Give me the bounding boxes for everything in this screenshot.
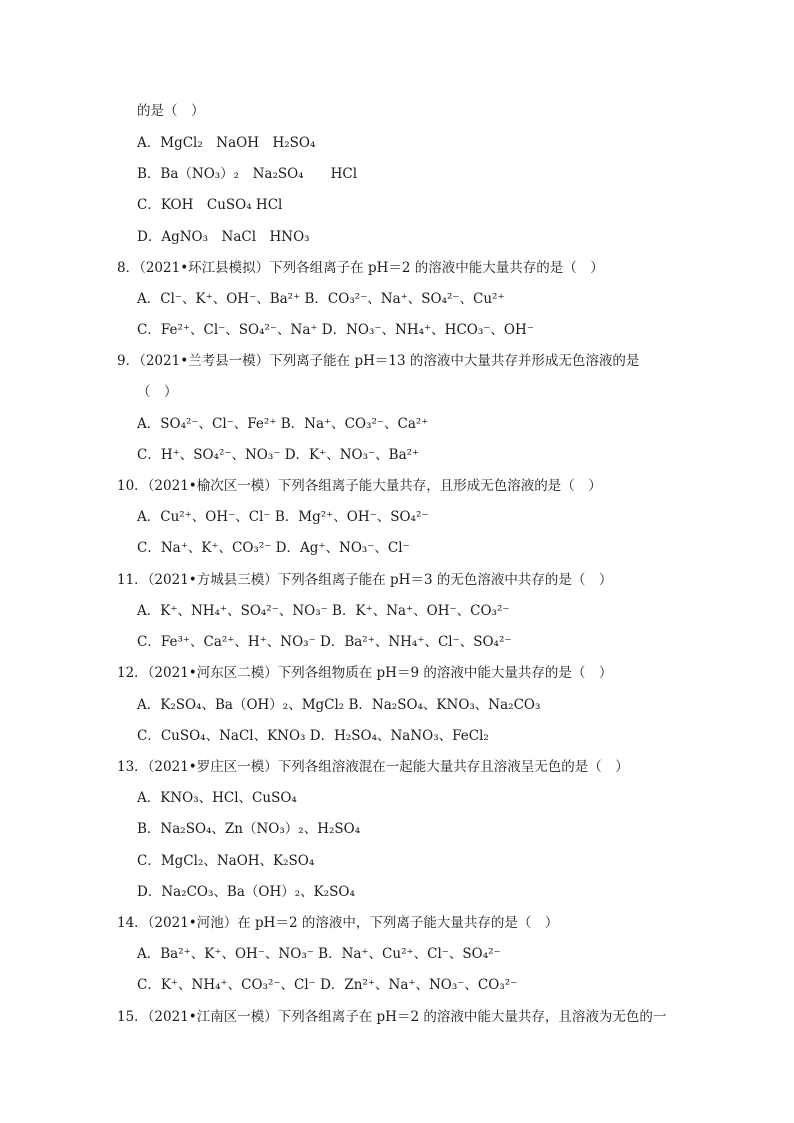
question-8-stem: 8．（2021•环江县模拟）下列各组离子在 pH＝2 的溶液中能大量共存的是（ ） [117, 260, 604, 276]
question-14-stem: 14．（2021•河池）在 pH＝2 的溶液中，下列离子能大量共存的是（ ） [117, 915, 559, 931]
question-15-stem: 15．（2021•江南区一模）下列各组离子在 pH＝2 的溶液中能大量共存，且溶液为无色的一 [117, 1009, 667, 1025]
question-13-option-b: B．Na₂SO₄、Zn（NO₃）₂、H₂SO₄ [137, 821, 361, 837]
question-7-stem-end: 的是（ ） [137, 103, 205, 119]
question-13-stem: 13．（2021•罗庄区一模）下列各组溶液混在一起能大量共存且溶液呈无色的是（ ） [117, 759, 629, 775]
question-12-stem: 12．（2021•河东区二模）下列各组物质在 pH＝9 的溶液中能大量共存的是（ ） [117, 665, 613, 681]
question-10-options-ab: A．Cu²⁺、OH⁻、Cl⁻ B．Mg²⁺、OH⁻、SO₄²⁻ [137, 509, 429, 525]
question-11-options-cd: C．Fe³⁺、Ca²⁺、H⁺、NO₃⁻ D．Ba²⁺、NH₄⁺、Cl⁻、SO₄²⁻ [137, 634, 512, 650]
question-13-option-a: A．KNO₃、HCl、CuSO₄ [137, 790, 297, 806]
question-13-option-d: D．Na₂CO₃、Ba（OH）₂、K₂SO₄ [137, 884, 355, 900]
question-12-options-cd: C．CuSO₄、NaCl、KNO₃ D．H₂SO₄、NaNO₃、FeCl₂ [137, 728, 489, 744]
question-8-options-cd: C．Fe²⁺、Cl⁻、SO₄²⁻、Na⁺ D．NO₃⁻、NH₄⁺、HCO₃⁻、OH⁻ [137, 322, 534, 338]
question-11-stem: 11．（2021•方城县三模）下列各组离子能在 pH＝3 的无色溶液中共存的是（ ） [117, 572, 613, 588]
question-7-option-d: D．AgNO₃ NaCl HNO₃ [137, 229, 310, 245]
question-13-option-c: C．MgCl₂、NaOH、K₂SO₄ [137, 853, 315, 869]
question-8-options-ab: A．Cl⁻、K⁺、OH⁻、Ba²⁺ B．CO₃²⁻、Na⁺、SO₄²⁻、Cu²⁺ [137, 291, 505, 307]
question-14-options-cd: C．K⁺、NH₄⁺、CO₃²⁻、Cl⁻ D．Zn²⁺、Na⁺、NO₃⁻、CO₃²⁻ [137, 977, 518, 993]
question-9-options-cd: C．H⁺、SO₄²⁻、NO₃⁻ D．K⁺、NO₃⁻、Ba²⁺ [137, 447, 420, 463]
question-9-options-ab: A．SO₄²⁻、Cl⁻、Fe²⁺ B．Na⁺、CO₃²⁻、Ca²⁺ [137, 416, 429, 432]
question-10-options-cd: C．Na⁺、K⁺、CO₃²⁻ D．Ag⁺、NO₃⁻、Cl⁻ [137, 540, 410, 556]
question-7-option-b: B．Ba（NO₃）₂ Na₂SO₄ HCl [137, 166, 358, 182]
question-12-options-ab: A．K₂SO₄、Ba（OH）₂、MgCl₂ B．Na₂SO₄、KNO₃、Na₂CO₃ [137, 697, 541, 713]
question-9-stem: 9．（2021•兰考县一模）下列离子能在 pH＝13 的溶液中大量共存并形成无色溶液的是 [117, 353, 640, 369]
question-9-stem-end: （ ） [137, 384, 178, 400]
question-10-stem: 10．（2021•榆次区一模）下列各组离子能大量共存，且形成无色溶液的是（ ） [117, 478, 602, 494]
question-7-option-c: C．KOH CuSO₄ HCl [137, 197, 283, 213]
question-11-options-ab: A．K⁺、NH₄⁺、SO₄²⁻、NO₃⁻ B．K⁺、Na⁺、OH⁻、CO₃²⁻ [137, 603, 510, 619]
question-14-options-ab: A．Ba²⁺、K⁺、OH⁻、NO₃⁻ B．Na⁺、Cu²⁺、Cl⁻、SO₄²⁻ [137, 946, 501, 962]
question-7-option-a: A．MgCl₂ NaOH H₂SO₄ [137, 135, 316, 151]
